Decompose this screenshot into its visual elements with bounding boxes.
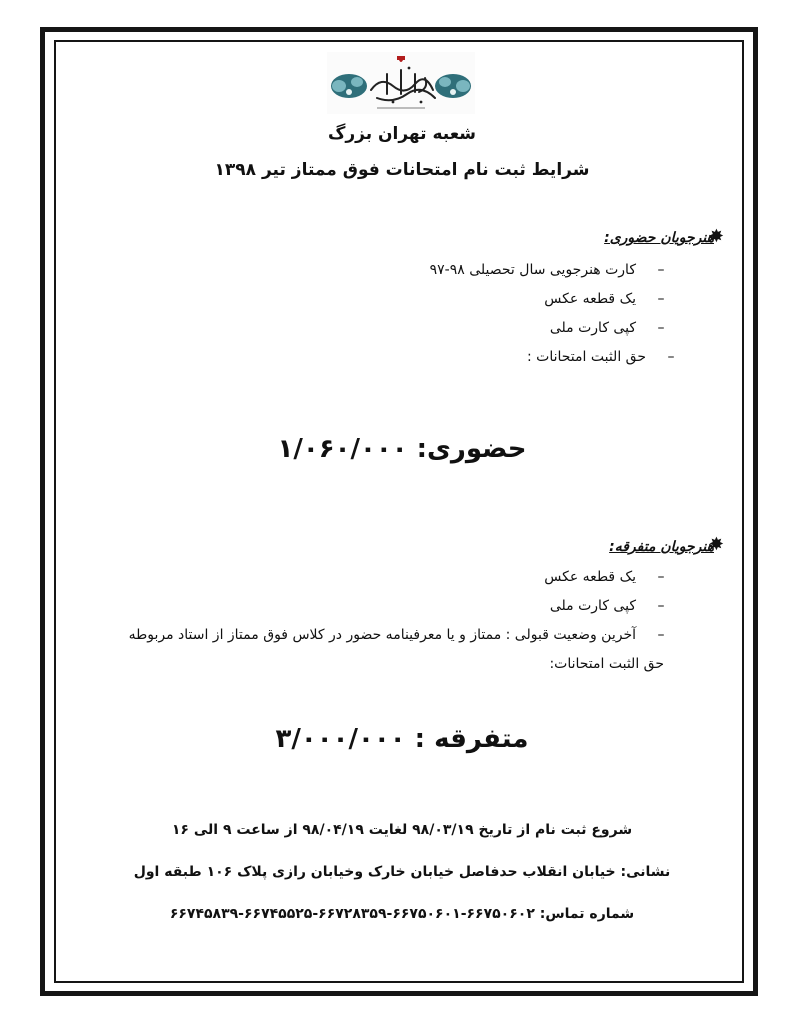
list-item: –کپی کارت ملی (549, 320, 665, 336)
fee-note: حق الثبت امتحانات: (549, 656, 664, 672)
section-heading-external: هنرجویان متفرقه: (609, 539, 714, 555)
fee-in-person: حضوری: ۱/۰۶۰/۰۰۰ (277, 434, 527, 464)
association-logo (327, 52, 475, 114)
page-title: شرایط ثبت نام امتحانات فوق ممتاز تیر ۱۳۹۸ (214, 160, 590, 180)
star-bullet-icon: ✸ (708, 534, 724, 555)
address: نشانی: خیابان انقلاب حدفاصل خیابان خارک وخیابان رازی پلاک ۱۰۶ طبقه اول (133, 864, 671, 880)
list-item: –آخرین وضعیت قبولی : ممتاز و یا معرفینامه حضور در کلاس فوق ممتاز از استاد مربوطه (128, 627, 665, 643)
star-bullet-icon: ✸ (708, 226, 724, 247)
section-heading-in-person: هنرجویان حضوری: (604, 230, 714, 246)
list-item: –کپی کارت ملی (549, 598, 665, 614)
list-item: –یک قطعه عکس (544, 569, 665, 585)
registration-dates: شروع ثبت نام از تاریخ ۹۸/۰۳/۱۹ لغایت ۹۸/۰۴/۱۹ از ساعت ۹ الی ۱۶ (171, 822, 633, 838)
contact-phones: شماره تماس: ۶۶۷۵۰۶۰۲-۶۶۷۵۰۶۰۱-۶۶۷۲۸۳۵۹-۶۶۷۴۵۵۲۵-۶۶۷۴۵۸۳۹ (169, 906, 635, 922)
list-item: –حق الثبت امتحانات : (526, 349, 675, 365)
list-item: –یک قطعه عکس (544, 291, 665, 307)
fee-external: متفرقه : ۳/۰۰۰/۰۰۰ (275, 724, 529, 754)
list-item: –کارت هنرجویی سال تحصیلی ۹۸-۹۷ (429, 262, 665, 278)
branch-title: شعبه تهران بزرگ (327, 124, 477, 144)
inner-border (54, 40, 744, 983)
